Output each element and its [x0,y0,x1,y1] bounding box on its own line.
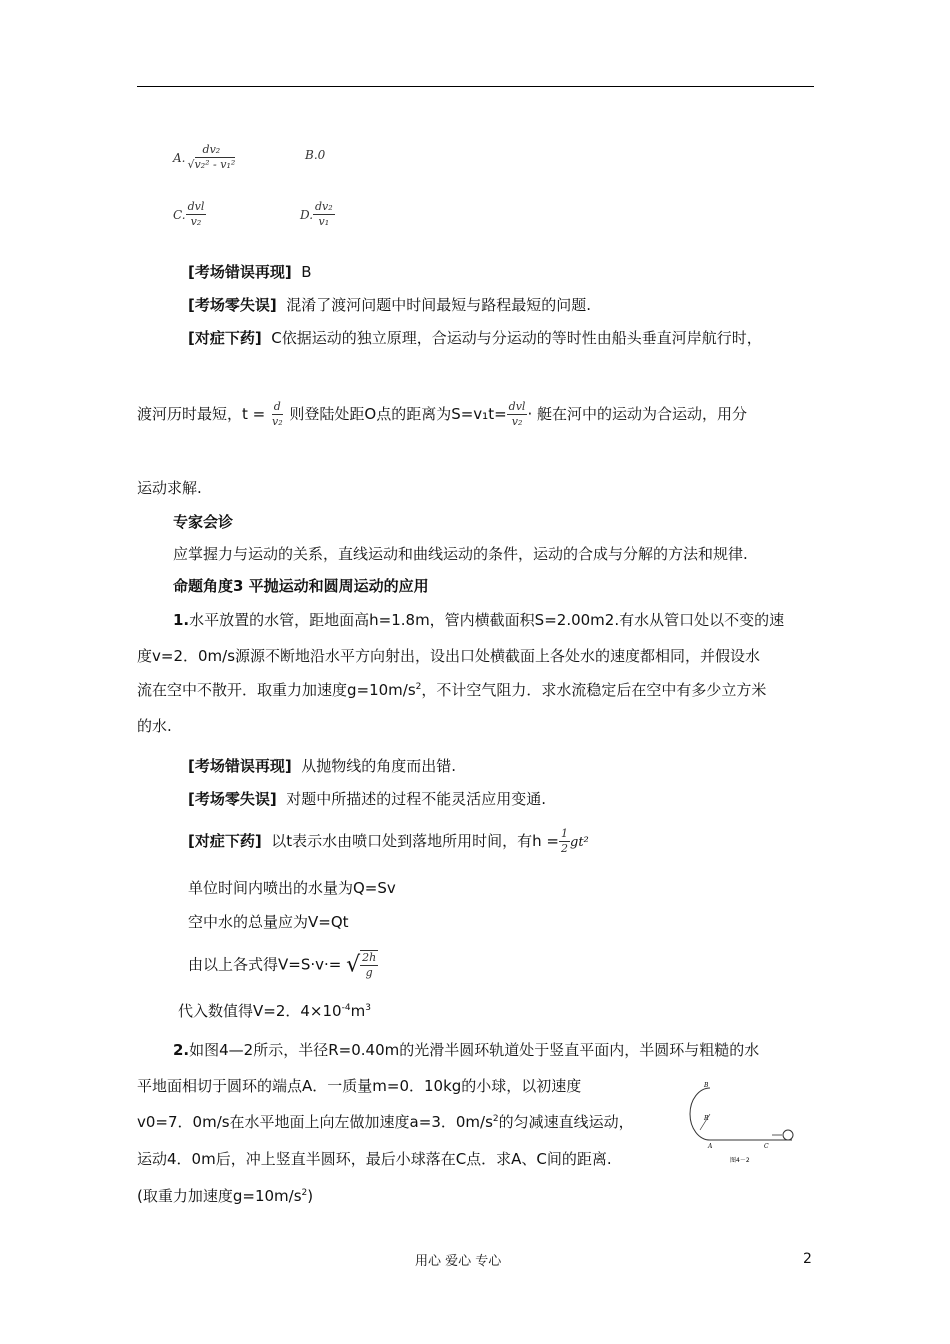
p1-error-line: [考场错误再现] 从抛物线的角度而出错. [188,757,457,775]
figure-4-2 [680,1078,800,1168]
option-c: C. $\frac{\text{dvl}}{\text{v₂}}$ [173,200,205,228]
q1-error-line: [考场错误再现] B [188,263,312,281]
q1-cure-line: [对症下药] C依据运动的独立原理，合运动与分运动的等时性由船头垂直河岸航行时， [188,329,762,347]
p2-line4: 运动4．0m后，冲上竖直半圆环，最后小球落在C点．求A、C间的距离. [137,1150,612,1168]
option-b: B.0 [305,148,326,162]
q1-zero-line: [考场零失误] 混淆了渡河问题中时间最短与路程最短的问题. [188,296,592,314]
ball [783,1130,793,1140]
expert-text: 应掌握力与运动的关系，直线运动和曲线运动的条件，运动的合成与分解的方法和规律. [173,545,748,563]
p2-line5: (取重力加速度$g=10m/s^2$) [137,1187,314,1205]
p1-step1: 单位时间内喷出的水量为Q=Sv [188,879,396,897]
p1-step4: 代入数值得V=2．$4\times 10^{-4}m^3$ [178,1002,371,1020]
option-a: A. $\frac{\text{dv₂}}{\text{√v₂² - v₁²}}$ [173,143,236,171]
angle3-title: 命题角度3 平抛运动和圆周运动的应用 [173,577,429,595]
label-b: B [704,1082,709,1089]
q1-line2: 渡河历时最短，t = $\frac{d}{\text{v₂}}$ 则登陆处距O点的距离为S=v₁t= $\frac{\text{dvl}}{\text{v₂}}$ · 艇在河中的运动为合运动，用分 [137,400,747,428]
p1-line2: 度v=2．0m/s源源不断地沿水平方向射出，设出口处横截面上各处水的速度都相同，并假设水 [137,647,761,665]
expert-title: 专家会诊 [173,513,234,531]
label-a: A [708,1143,713,1150]
p1-line4: 的水. [137,717,172,735]
p1-zero-line: [考场零失误] 对题中所描述的过程不能灵活应用变通. [188,790,547,808]
p1-line1: 1.水平放置的水管，距地面高h=1.8m，管内横截面积S=2.00m2.有水从管口处以不变的速 [173,611,785,629]
option-d: D. $\frac{\text{dv₂}}{\text{v₁}}$ [300,200,333,228]
p1-line3: 流在空中不散开．取重力加速度$g=10m/s^2$，不计空气阻力．求水流稳定后在空中有多少立方米 [137,681,767,699]
semicircle-track [690,1088,710,1140]
option-a-fraction: $\frac{\text{dv₂}}{\text{√v₂² - v₁²}}$ [187,143,236,171]
footer-text: 用心 爱心 专心 [415,1254,502,1269]
p1-step2: 空中水的总量应为V=Qt [188,913,349,931]
p2-line1: 2.如图4—2所示，半径R=0.40m的光滑半圆环轨道处于竖直平面内，半圆环与粗糙的水 [173,1041,760,1059]
p2-line3: v0=7．0m/s在水平地面上向左做加速度a=3．$0m/s^2$的匀减速直线运动， [137,1113,634,1131]
figure-caption: 图4－2 [730,1157,750,1164]
page-number: 2 [803,1251,812,1267]
label-c: C [764,1143,769,1150]
label-r: R [704,1115,709,1122]
p1-step3: 由以上各式得V=S·v·= √ $\frac{2h}{g}$ [188,951,377,979]
p1-cure-line: [对症下药] 以t表示水由喷口处到落地所用时间，有h = $\frac{1}{2}$ gt² [188,827,589,855]
q1-line3: 运动求解. [137,479,202,497]
header-rule [137,86,814,87]
p2-line2: 平地面相切于圆环的端点A．一质量m=0．10kg的小球，以初速度 [137,1077,582,1095]
